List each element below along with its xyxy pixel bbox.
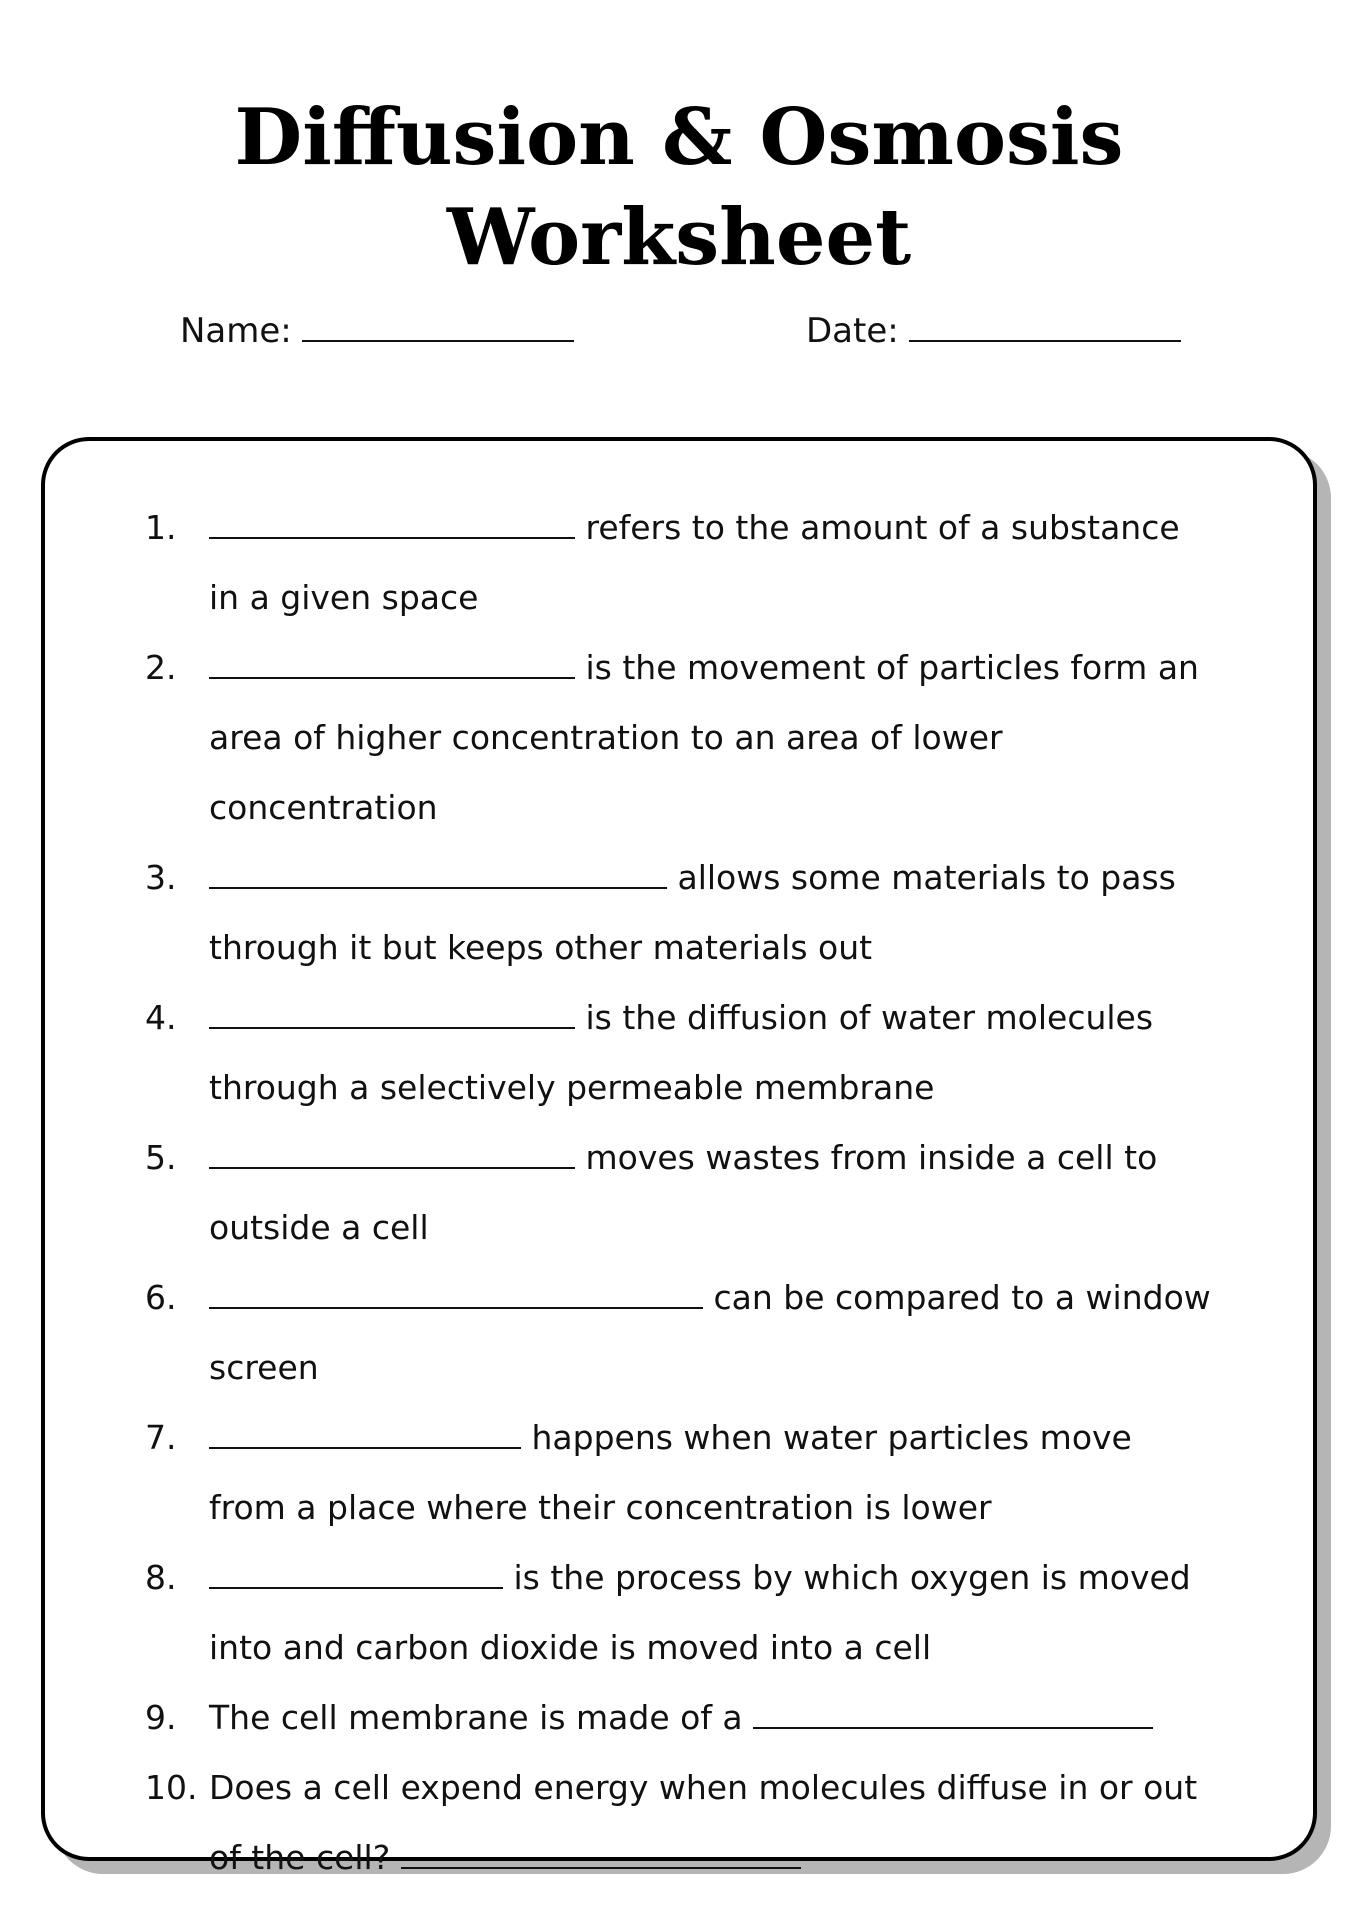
question-number: 10. [145,1768,198,1807]
answer-blank[interactable] [209,1139,575,1169]
question-after: is the movement of particles form an area of higher concentration to an area of lower concentration [209,648,1210,827]
question-number: 5. [145,1138,177,1177]
date-input-line[interactable] [909,340,1181,342]
answer-blank[interactable] [209,649,575,679]
question-item [45,1543,1313,1683]
question-item [45,1683,1313,1753]
question-item [45,633,1313,843]
question-number: 6. [145,1278,177,1317]
answer-blank[interactable] [401,1839,801,1869]
question-after: refers to the amount of a substance in a given space [209,508,1191,617]
question-after: is the process by which oxygen is moved into and carbon dioxide is moved into a cell [209,1558,1202,1667]
question-item [45,1753,1313,1893]
questions-card [41,437,1317,1877]
question-number: 8. [145,1558,177,1597]
question-number: 1. [145,508,177,547]
name-field [180,308,574,354]
name-input-line[interactable] [302,340,574,342]
date-field [806,308,1181,354]
question-before: Does a cell expend energy when molecules diffuse in or out of the cell? [209,1768,1208,1877]
answer-blank[interactable] [209,1559,503,1589]
answer-blank[interactable] [209,509,575,539]
question-after: can be compared to a window screen [209,1278,1222,1387]
question-after: moves wastes from inside a cell to outside a cell [209,1138,1168,1247]
question-number: 7. [145,1418,177,1457]
answer-blank[interactable] [753,1699,1153,1729]
question-after: allows some materials to pass through it but keeps other materials out [209,858,1187,967]
answer-blank[interactable] [209,999,575,1029]
question-item [45,983,1313,1123]
title-line-1: Diffusion & Osmosis [234,92,1124,183]
answer-blank[interactable] [209,1419,521,1449]
name-label: Name: [180,311,292,351]
question-item [45,1263,1313,1403]
question-item [45,843,1313,983]
question-number: 2. [145,648,177,687]
question-item [45,493,1313,633]
worksheet-title [0,88,1358,288]
answer-blank[interactable] [209,1279,703,1309]
title-line-2: Worksheet [446,192,912,283]
question-after: is the diffusion of water molecules through a selectively permeable membrane [209,998,1164,1107]
question-number: 9. [145,1698,177,1737]
question-item [45,1403,1313,1543]
question-item [45,1123,1313,1263]
question-number: 4. [145,998,177,1037]
date-label: Date: [806,311,899,351]
answer-blank[interactable] [209,859,667,889]
question-before: The cell membrane is made of a [209,1698,754,1737]
question-after: happens when water particles move from a place where their concentration is lower [209,1418,1143,1527]
question-list [45,493,1313,1893]
question-number: 3. [145,858,177,897]
